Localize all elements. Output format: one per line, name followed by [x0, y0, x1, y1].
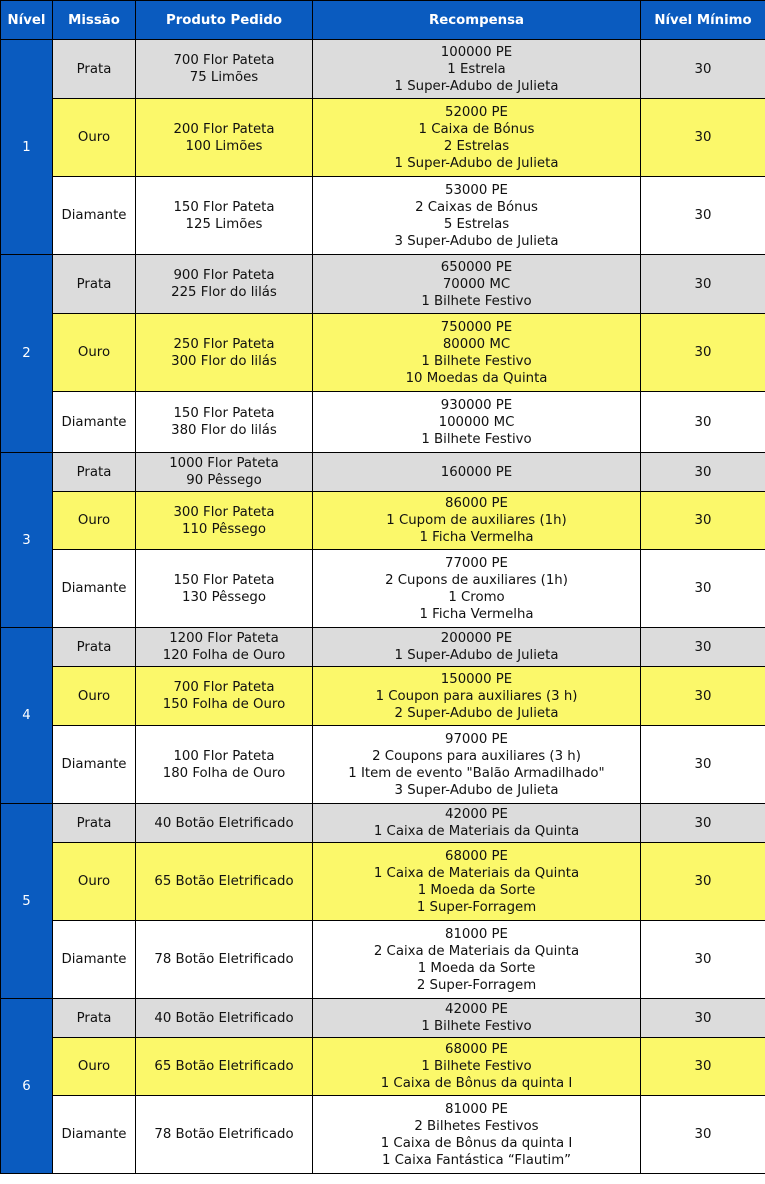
product-line: 380 Flor do lilás — [171, 423, 277, 438]
header-produto: Produto Pedido — [136, 1, 313, 40]
reward-line: 100000 PE — [440, 44, 513, 60]
mission-cell: Ouro — [53, 1038, 136, 1096]
min-level-cell: 30 — [641, 314, 765, 392]
product-line: 100 Flor Pateta — [173, 748, 275, 764]
min-level-cell: 30 — [641, 1096, 765, 1174]
table-row — [1, 999, 765, 1038]
table-row — [1, 392, 765, 453]
reward-line: 68000 PE — [445, 848, 508, 864]
product-cell — [136, 999, 313, 1038]
min-level-cell: 30 — [641, 40, 765, 99]
mission-cell: Ouro — [53, 314, 136, 392]
reward-line: 1 Super-Forragem — [416, 899, 537, 915]
reward-line: 1 Cromo — [448, 589, 505, 605]
reward-line: 100000 MC — [438, 414, 515, 430]
product-line: 150 Flor Pateta — [173, 406, 275, 421]
reward-line: 1 Bilhete Festivo — [421, 293, 532, 309]
product-cell — [136, 392, 313, 453]
min-level-cell: 30 — [641, 999, 765, 1038]
level-cell: 5 — [1, 804, 53, 999]
product-cell — [136, 921, 313, 999]
level-cell: 1 — [1, 40, 53, 255]
table-row — [1, 667, 765, 726]
reward-line: 2 Super-Adubo de Julieta — [394, 705, 559, 721]
reward-line: 2 Coupons para auxiliares (3 h) — [372, 748, 581, 764]
reward-cell — [313, 1096, 641, 1174]
product-cell — [136, 628, 313, 667]
product-line: 130 Pêssego — [182, 589, 266, 605]
mission-cell: Ouro — [53, 667, 136, 726]
min-level-cell: 30 — [641, 667, 765, 726]
reward-line: 1 Caixa de Bónus — [418, 121, 535, 137]
reward-line: 1 Item de evento "Balão Armadilhado" — [348, 765, 605, 781]
product-line: 150 Flor Pateta — [173, 199, 275, 215]
table-row — [1, 314, 765, 392]
reward-line: 97000 PE — [445, 731, 508, 747]
reward-cell — [313, 314, 641, 392]
reward-line: 70000 MC — [442, 276, 511, 292]
min-level-cell: 30 — [641, 492, 765, 550]
reward-line: 150000 PE — [440, 671, 513, 687]
product-cell — [136, 1096, 313, 1174]
level-cell: 4 — [1, 628, 53, 804]
product-line: 200 Flor Pateta — [173, 121, 275, 137]
reward-line: 3 Super-Adubo de Julieta — [394, 233, 559, 249]
reward-cell — [313, 550, 641, 628]
min-level-cell: 30 — [641, 1038, 765, 1096]
product-line: 225 Flor do lilás — [171, 285, 277, 300]
product-line: 700 Flor Pateta — [173, 53, 275, 68]
reward-cell — [313, 99, 641, 177]
reward-line: 1 Bilhete Festivo — [421, 1019, 532, 1034]
reward-line: 650000 PE — [440, 259, 513, 275]
reward-line: 10 Moedas da Quinta — [405, 370, 548, 386]
product-line: 150 Flor Pateta — [173, 572, 275, 588]
mission-cell: Diamante — [53, 392, 136, 453]
table-row — [1, 628, 765, 667]
product-line: 100 Limões — [185, 138, 263, 154]
reward-cell — [313, 492, 641, 550]
reward-line: 1 Super-Adubo de Julieta — [394, 78, 559, 94]
product-cell — [136, 99, 313, 177]
reward-line: 1 Moeda da Sorte — [417, 882, 536, 898]
product-cell — [136, 804, 313, 843]
reward-cell — [313, 804, 641, 843]
product-line: 90 Pêssego — [186, 473, 262, 488]
table-row — [1, 1096, 765, 1174]
product-cell — [136, 550, 313, 628]
reward-line: 1 Moeda da Sorte — [417, 960, 536, 976]
header-nivel-minimo: Nível Mínimo — [641, 1, 765, 40]
reward-line: 81000 PE — [445, 1101, 508, 1117]
table-row — [1, 1038, 765, 1096]
reward-line: 53000 PE — [445, 182, 508, 198]
product-line: 65 Botão Eletrificado — [154, 874, 294, 889]
product-cell — [136, 40, 313, 99]
product-line: 78 Botão Eletrificado — [154, 952, 294, 967]
product-line: 1000 Flor Pateta — [169, 456, 279, 471]
product-line: 125 Limões — [185, 216, 263, 232]
reward-line: 1 Caixa de Materiais da Quinta — [373, 865, 580, 881]
level-cell: 2 — [1, 255, 53, 453]
reward-line: 200000 PE — [440, 631, 513, 646]
product-line: 75 Limões — [189, 70, 259, 85]
mission-cell: Diamante — [53, 726, 136, 804]
table-row — [1, 492, 765, 550]
product-cell — [136, 492, 313, 550]
table-row — [1, 255, 765, 314]
reward-cell — [313, 667, 641, 726]
reward-cell — [313, 1038, 641, 1096]
table-row — [1, 726, 765, 804]
reward-line: 1 Caixa de Bônus da quinta I — [380, 1135, 573, 1151]
reward-line: 68000 PE — [445, 1042, 508, 1057]
reward-cell — [313, 255, 641, 314]
table-row — [1, 453, 765, 492]
product-line: 300 Flor do lilás — [171, 353, 277, 369]
reward-line: 5 Estrelas — [443, 216, 510, 232]
reward-line: 77000 PE — [445, 555, 508, 571]
reward-cell — [313, 921, 641, 999]
reward-line: 2 Super-Forragem — [416, 977, 537, 993]
mission-cell: Prata — [53, 255, 136, 314]
product-cell — [136, 177, 313, 255]
mission-cell: Diamante — [53, 177, 136, 255]
min-level-cell: 30 — [641, 177, 765, 255]
product-cell — [136, 453, 313, 492]
table-row — [1, 177, 765, 255]
reward-line: 930000 PE — [440, 397, 513, 413]
table-row — [1, 843, 765, 921]
table-row — [1, 804, 765, 843]
min-level-cell: 30 — [641, 628, 765, 667]
level-cell: 3 — [1, 453, 53, 628]
table-row — [1, 921, 765, 999]
reward-cell — [313, 40, 641, 99]
reward-line: 1 Super-Adubo de Julieta — [394, 155, 559, 171]
product-line: 300 Flor Pateta — [173, 504, 275, 520]
reward-cell — [313, 628, 641, 667]
reward-line: 2 Caixa de Materiais da Quinta — [373, 943, 580, 959]
reward-cell — [313, 453, 641, 492]
reward-line: 1 Caixa Fantástica “Flautim” — [381, 1152, 572, 1168]
min-level-cell: 30 — [641, 804, 765, 843]
product-line: 120 Folha de Ouro — [162, 648, 286, 663]
reward-line: 2 Caixas de Bónus — [415, 199, 538, 215]
mission-cell: Ouro — [53, 843, 136, 921]
product-cell — [136, 1038, 313, 1096]
reward-line: 1 Coupon para auxiliares (3 h) — [375, 688, 578, 704]
header-missao: Missão — [53, 1, 136, 40]
min-level-cell: 30 — [641, 255, 765, 314]
reward-line: 1 Bilhete Festivo — [421, 353, 532, 369]
reward-cell — [313, 392, 641, 453]
product-line: 180 Folha de Ouro — [162, 765, 286, 781]
reward-line: 42000 PE — [445, 1002, 508, 1017]
reward-line: 2 Bilhetes Festivos — [414, 1118, 539, 1134]
table-row — [1, 550, 765, 628]
product-line: 40 Botão Eletrificado — [154, 1010, 294, 1026]
product-line: 65 Botão Eletrificado — [154, 1059, 294, 1074]
header-recompensa: Recompensa — [313, 1, 641, 40]
reward-line: 1 Estrela — [447, 61, 506, 77]
product-line: 110 Pêssego — [182, 521, 266, 537]
min-level-cell: 30 — [641, 99, 765, 177]
reward-line: 42000 PE — [445, 807, 508, 822]
reward-line: 1 Caixa de Materiais da Quinta — [373, 824, 580, 839]
min-level-cell: 30 — [641, 550, 765, 628]
product-line: 900 Flor Pateta — [173, 268, 275, 283]
reward-line: 3 Super-Adubo de Julieta — [394, 782, 559, 798]
reward-line: 1 Bilhete Festivo — [421, 1059, 532, 1074]
product-line: 150 Folha de Ouro — [162, 697, 286, 712]
product-line: 40 Botão Eletrificado — [154, 815, 294, 831]
table-row — [1, 40, 765, 99]
header-row — [1, 1, 765, 40]
table-body — [1, 40, 765, 1174]
reward-cell — [313, 177, 641, 255]
table-row — [1, 99, 765, 177]
min-level-cell: 30 — [641, 843, 765, 921]
min-level-cell: 30 — [641, 453, 765, 492]
reward-line: 1 Ficha Vermelha — [419, 530, 534, 545]
reward-line: 1 Caixa de Bônus da quinta I — [380, 1076, 573, 1091]
reward-line: 2 Cupons de auxiliares (1h) — [385, 572, 568, 588]
mission-cell: Prata — [53, 453, 136, 492]
reward-line: 1 Cupom de auxiliares (1h) — [386, 513, 567, 528]
reward-line: 86000 PE — [445, 496, 508, 511]
level-cell: 6 — [1, 999, 53, 1174]
reward-cell — [313, 999, 641, 1038]
reward-line: 81000 PE — [445, 926, 508, 942]
min-level-cell: 30 — [641, 726, 765, 804]
product-line: 700 Flor Pateta — [173, 680, 275, 695]
header-nivel: Nível — [1, 1, 53, 40]
reward-line: 1 Bilhete Festivo — [421, 431, 532, 447]
reward-line: 80000 MC — [442, 336, 511, 352]
mission-cell: Prata — [53, 999, 136, 1038]
mission-cell: Diamante — [53, 1096, 136, 1174]
mission-cell: Prata — [53, 804, 136, 843]
reward-cell — [313, 843, 641, 921]
product-cell — [136, 726, 313, 804]
product-cell — [136, 843, 313, 921]
reward-line: 160000 PE — [440, 464, 513, 480]
reward-line: 1 Super-Adubo de Julieta — [394, 648, 559, 663]
mission-cell: Diamante — [53, 550, 136, 628]
reward-line: 750000 PE — [440, 319, 513, 335]
reward-line: 2 Estrelas — [443, 138, 510, 154]
min-level-cell: 30 — [641, 921, 765, 999]
product-line: 1200 Flor Pateta — [169, 631, 279, 646]
mission-cell: Ouro — [53, 99, 136, 177]
min-level-cell: 30 — [641, 392, 765, 453]
product-line: 78 Botão Eletrificado — [154, 1127, 294, 1142]
product-cell — [136, 667, 313, 726]
mission-cell: Ouro — [53, 492, 136, 550]
reward-line: 52000 PE — [445, 104, 508, 120]
reward-line: 1 Ficha Vermelha — [419, 606, 534, 622]
reward-cell — [313, 726, 641, 804]
product-cell — [136, 255, 313, 314]
mission-cell: Prata — [53, 40, 136, 99]
mission-cell: Diamante — [53, 921, 136, 999]
product-line: 250 Flor Pateta — [173, 336, 275, 352]
product-cell — [136, 314, 313, 392]
mission-cell: Prata — [53, 628, 136, 667]
